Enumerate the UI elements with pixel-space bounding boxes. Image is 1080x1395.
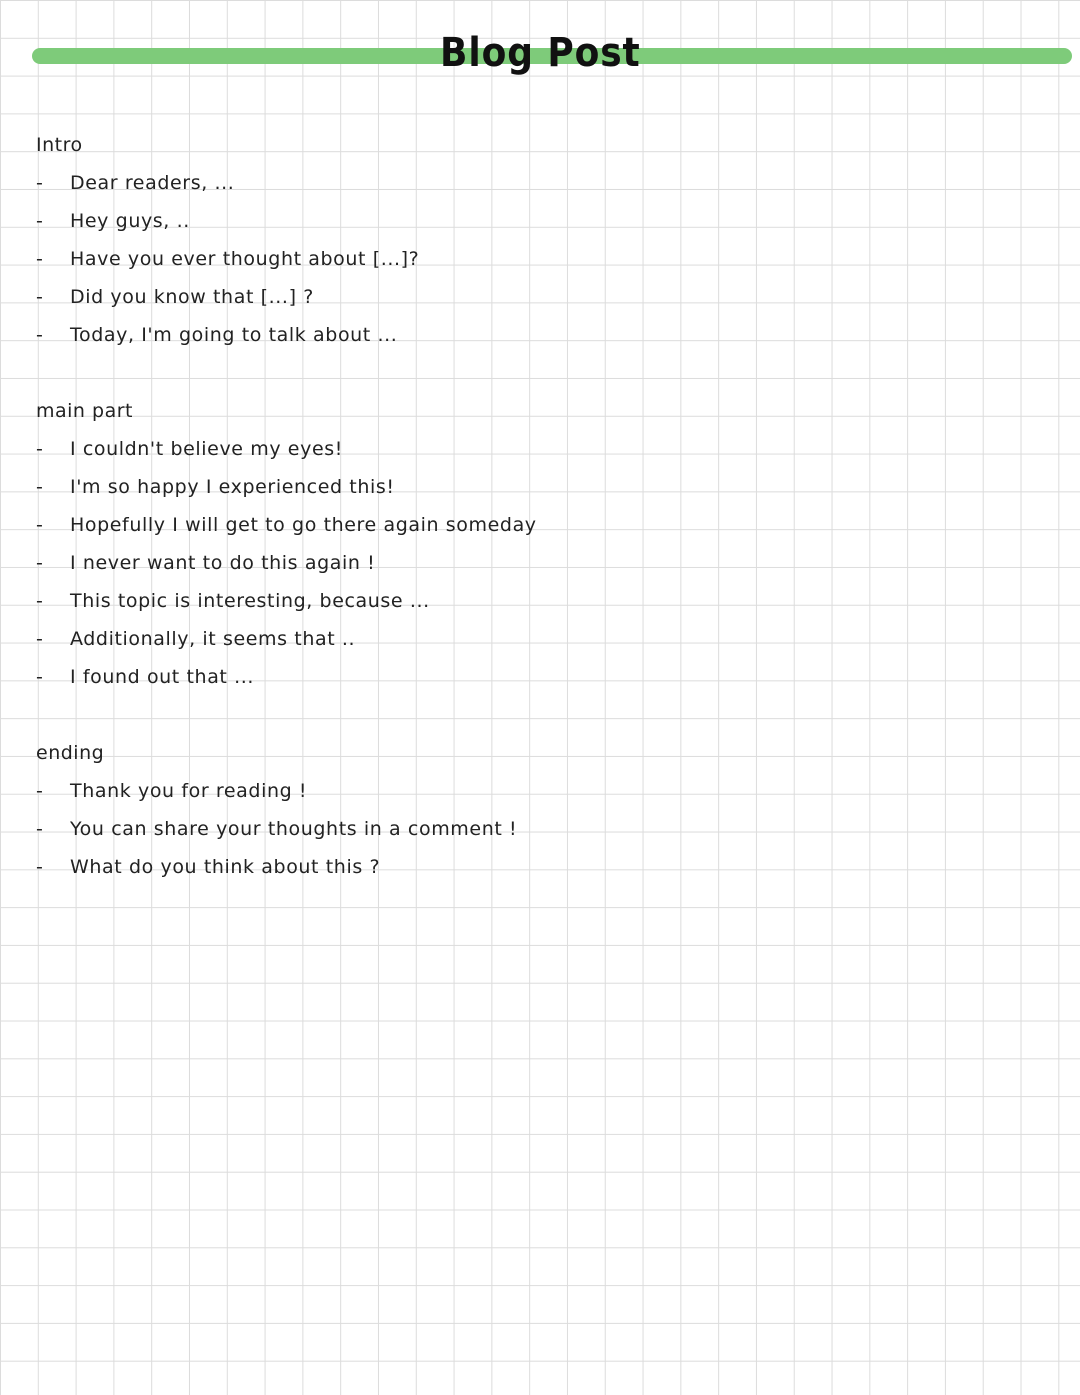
page-title: Blog Post: [440, 30, 641, 76]
list-item: - I couldn't believe my eyes!: [36, 438, 343, 460]
bullet-dash: -: [36, 172, 44, 194]
list-item: - Hopefully I will get to go there again someday: [36, 514, 537, 536]
list-item: - Did you know that [...] ?: [36, 286, 314, 308]
list-item: - I found out that ...: [36, 666, 255, 688]
bullet-dash: -: [36, 780, 44, 802]
bullet-dash: -: [36, 818, 44, 840]
bullet-dash: -: [36, 552, 44, 574]
bullet-dash: -: [36, 628, 44, 650]
bullet-dash: -: [36, 286, 44, 308]
list-item: - I never want to do this again !: [36, 552, 376, 574]
list-item: - Hey guys, ..: [36, 210, 190, 232]
bullet-dash: -: [36, 856, 44, 878]
bullet-dash: -: [36, 590, 44, 612]
bullet-dash: -: [36, 210, 44, 232]
bullet-dash: -: [36, 438, 44, 460]
list-item: - Additionally, it seems that ..: [36, 628, 356, 650]
bullet-dash: -: [36, 666, 44, 688]
list-item: - Today, I'm going to talk about ...: [36, 324, 398, 346]
bullet-dash: -: [36, 476, 44, 498]
list-item: - Dear readers, ...: [36, 172, 235, 194]
list-item: - This topic is interesting, because ...: [36, 590, 430, 612]
list-item: - I'm so happy I experienced this!: [36, 476, 395, 498]
bullet-dash: -: [36, 248, 44, 270]
bullet-dash: -: [36, 514, 44, 536]
section-heading-ending: ending: [36, 742, 105, 764]
list-item: - What do you think about this ?: [36, 856, 381, 878]
bullet-dash: -: [36, 324, 44, 346]
list-item: - You can share your thoughts in a comment !: [36, 818, 518, 840]
list-item: - Have you ever thought about [...]?: [36, 248, 420, 270]
section-heading-intro: Intro: [36, 134, 83, 156]
section-heading-main-part: main part: [36, 400, 133, 422]
list-item: - Thank you for reading !: [36, 780, 308, 802]
